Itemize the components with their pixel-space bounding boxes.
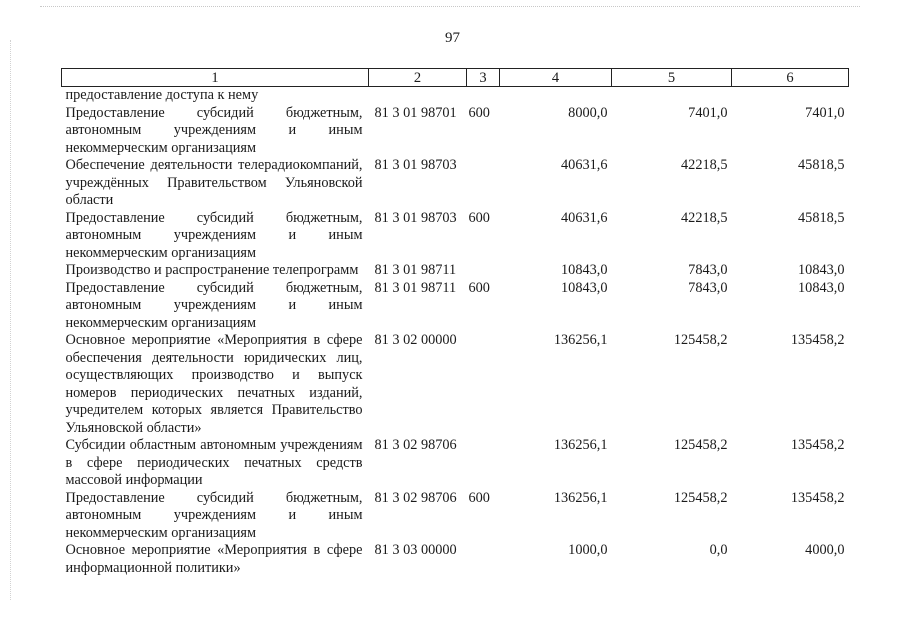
- row-vr-cell: [467, 87, 500, 105]
- column-header: 1: [62, 69, 369, 87]
- row-value-cell: 136256,1: [553, 489, 608, 506]
- table-row: [62, 87, 849, 105]
- row-value-cell: 10843,0: [561, 262, 608, 278]
- row-value-cell: 10843,0: [798, 279, 845, 296]
- row-code-cell: 81 3 01 98711: [374, 279, 457, 296]
- table-row: [62, 490, 849, 543]
- page-number: 97: [445, 30, 460, 46]
- row-value-cell: [612, 87, 732, 105]
- row-vr-cell: 600: [468, 209, 490, 226]
- row-value-cell: 7401,0: [805, 104, 845, 121]
- table-row: [62, 210, 849, 263]
- table-row: [62, 262, 849, 280]
- row-vr-cell: 600: [468, 489, 490, 506]
- row-value-cell: 7843,0: [688, 262, 728, 278]
- table-row: [62, 437, 849, 490]
- row-value-cell: 42218,5: [681, 157, 728, 173]
- column-header: 3: [467, 69, 500, 87]
- row-value-cell: 136256,1: [553, 332, 608, 348]
- row-value-cell: [500, 87, 612, 105]
- row-name-cell: Предоставление субсидий бюджетным, автономным учреждениям и иным некоммерческим организациям: [65, 209, 363, 261]
- row-value-cell: 135458,2: [790, 489, 845, 506]
- row-vr-cell: [467, 262, 500, 280]
- column-header: 2: [369, 69, 467, 87]
- table-row: [62, 542, 849, 577]
- row-vr-cell: [467, 157, 500, 210]
- row-code-cell: 81 3 01 98711: [374, 262, 457, 278]
- row-value-cell: 7843,0: [688, 279, 728, 296]
- row-value-cell: 45818,5: [798, 157, 845, 173]
- row-value-cell: 7401,0: [688, 104, 728, 121]
- table-row: [62, 280, 849, 333]
- row-name-cell: Основное мероприятие «Мероприятия в сфере информационной политики»: [65, 542, 363, 576]
- row-code-cell: 81 3 01 98703: [374, 209, 457, 226]
- row-name-cell: Обеспечение деятельности телерадиокомпаний, учреждённых Правительством Ульяновской области: [65, 157, 363, 208]
- row-code-cell: 81 3 02 98706: [374, 489, 457, 506]
- row-value-cell: 40631,6: [561, 157, 608, 173]
- row-name-cell: Производство и распространение телепрограмм: [65, 262, 359, 278]
- row-vr-cell: [467, 542, 500, 577]
- row-code-cell: 81 3 02 00000: [374, 332, 457, 348]
- row-vr-cell: [467, 332, 500, 437]
- row-value-cell: [732, 87, 849, 105]
- row-value-cell: 135458,2: [790, 437, 845, 453]
- row-code-cell: 81 3 01 98701: [374, 104, 457, 121]
- row-value-cell: 4000,0: [805, 542, 845, 558]
- row-name-cell: Предоставление субсидий бюджетным, автономным учреждениям и иным некоммерческим организациям: [65, 104, 363, 156]
- row-code-cell: 81 3 02 98706: [374, 437, 457, 453]
- row-vr-cell: [467, 437, 500, 490]
- scan-artifact-top: [40, 6, 860, 7]
- row-value-cell: 42218,5: [681, 209, 728, 226]
- column-header: 6: [732, 69, 849, 87]
- row-value-cell: 40631,6: [561, 209, 608, 226]
- row-code-cell: [369, 87, 467, 105]
- budget-table: [61, 68, 849, 577]
- table-row: [62, 105, 849, 158]
- row-value-cell: 10843,0: [798, 262, 845, 278]
- scan-artifact-left: [10, 40, 11, 600]
- row-value-cell: 136256,1: [553, 437, 608, 453]
- row-code-cell: 81 3 01 98703: [374, 157, 457, 173]
- row-value-cell: 125458,2: [673, 332, 728, 348]
- row-code-cell: 81 3 03 00000: [374, 542, 457, 558]
- row-name-cell: Основное мероприятие «Мероприятия в сфере обеспечения деятельности юридических лиц, осуществляющих производство и выпуск номеров периодических печатных изданий, учредителем которых является Правительство Ульяновской области»: [65, 332, 363, 436]
- row-name-cell: предоставление доступа к нему: [65, 87, 259, 103]
- row-name-cell: Субсидии областным автономным учреждениям в сфере периодических печатных средств массовой информации: [65, 437, 363, 488]
- row-value-cell: 10843,0: [561, 279, 608, 296]
- column-header: 5: [612, 69, 732, 87]
- column-header: 4: [500, 69, 612, 87]
- table-row: [62, 157, 849, 210]
- table-header-row: [62, 69, 849, 87]
- row-value-cell: 135458,2: [790, 332, 845, 348]
- row-value-cell: 125458,2: [673, 437, 728, 453]
- row-value-cell: 8000,0: [568, 104, 608, 121]
- row-value-cell: 0,0: [709, 542, 728, 558]
- table-row: [62, 332, 849, 437]
- row-name-cell: Предоставление субсидий бюджетным, автономным учреждениям и иным некоммерческим организациям: [65, 489, 363, 541]
- row-name-cell: Предоставление субсидий бюджетным, автономным учреждениям и иным некоммерческим организациям: [65, 279, 363, 331]
- row-value-cell: 45818,5: [798, 209, 845, 226]
- row-value-cell: 125458,2: [673, 489, 728, 506]
- row-vr-cell: 600: [468, 279, 490, 296]
- row-vr-cell: 600: [468, 104, 490, 121]
- row-value-cell: 1000,0: [568, 542, 608, 558]
